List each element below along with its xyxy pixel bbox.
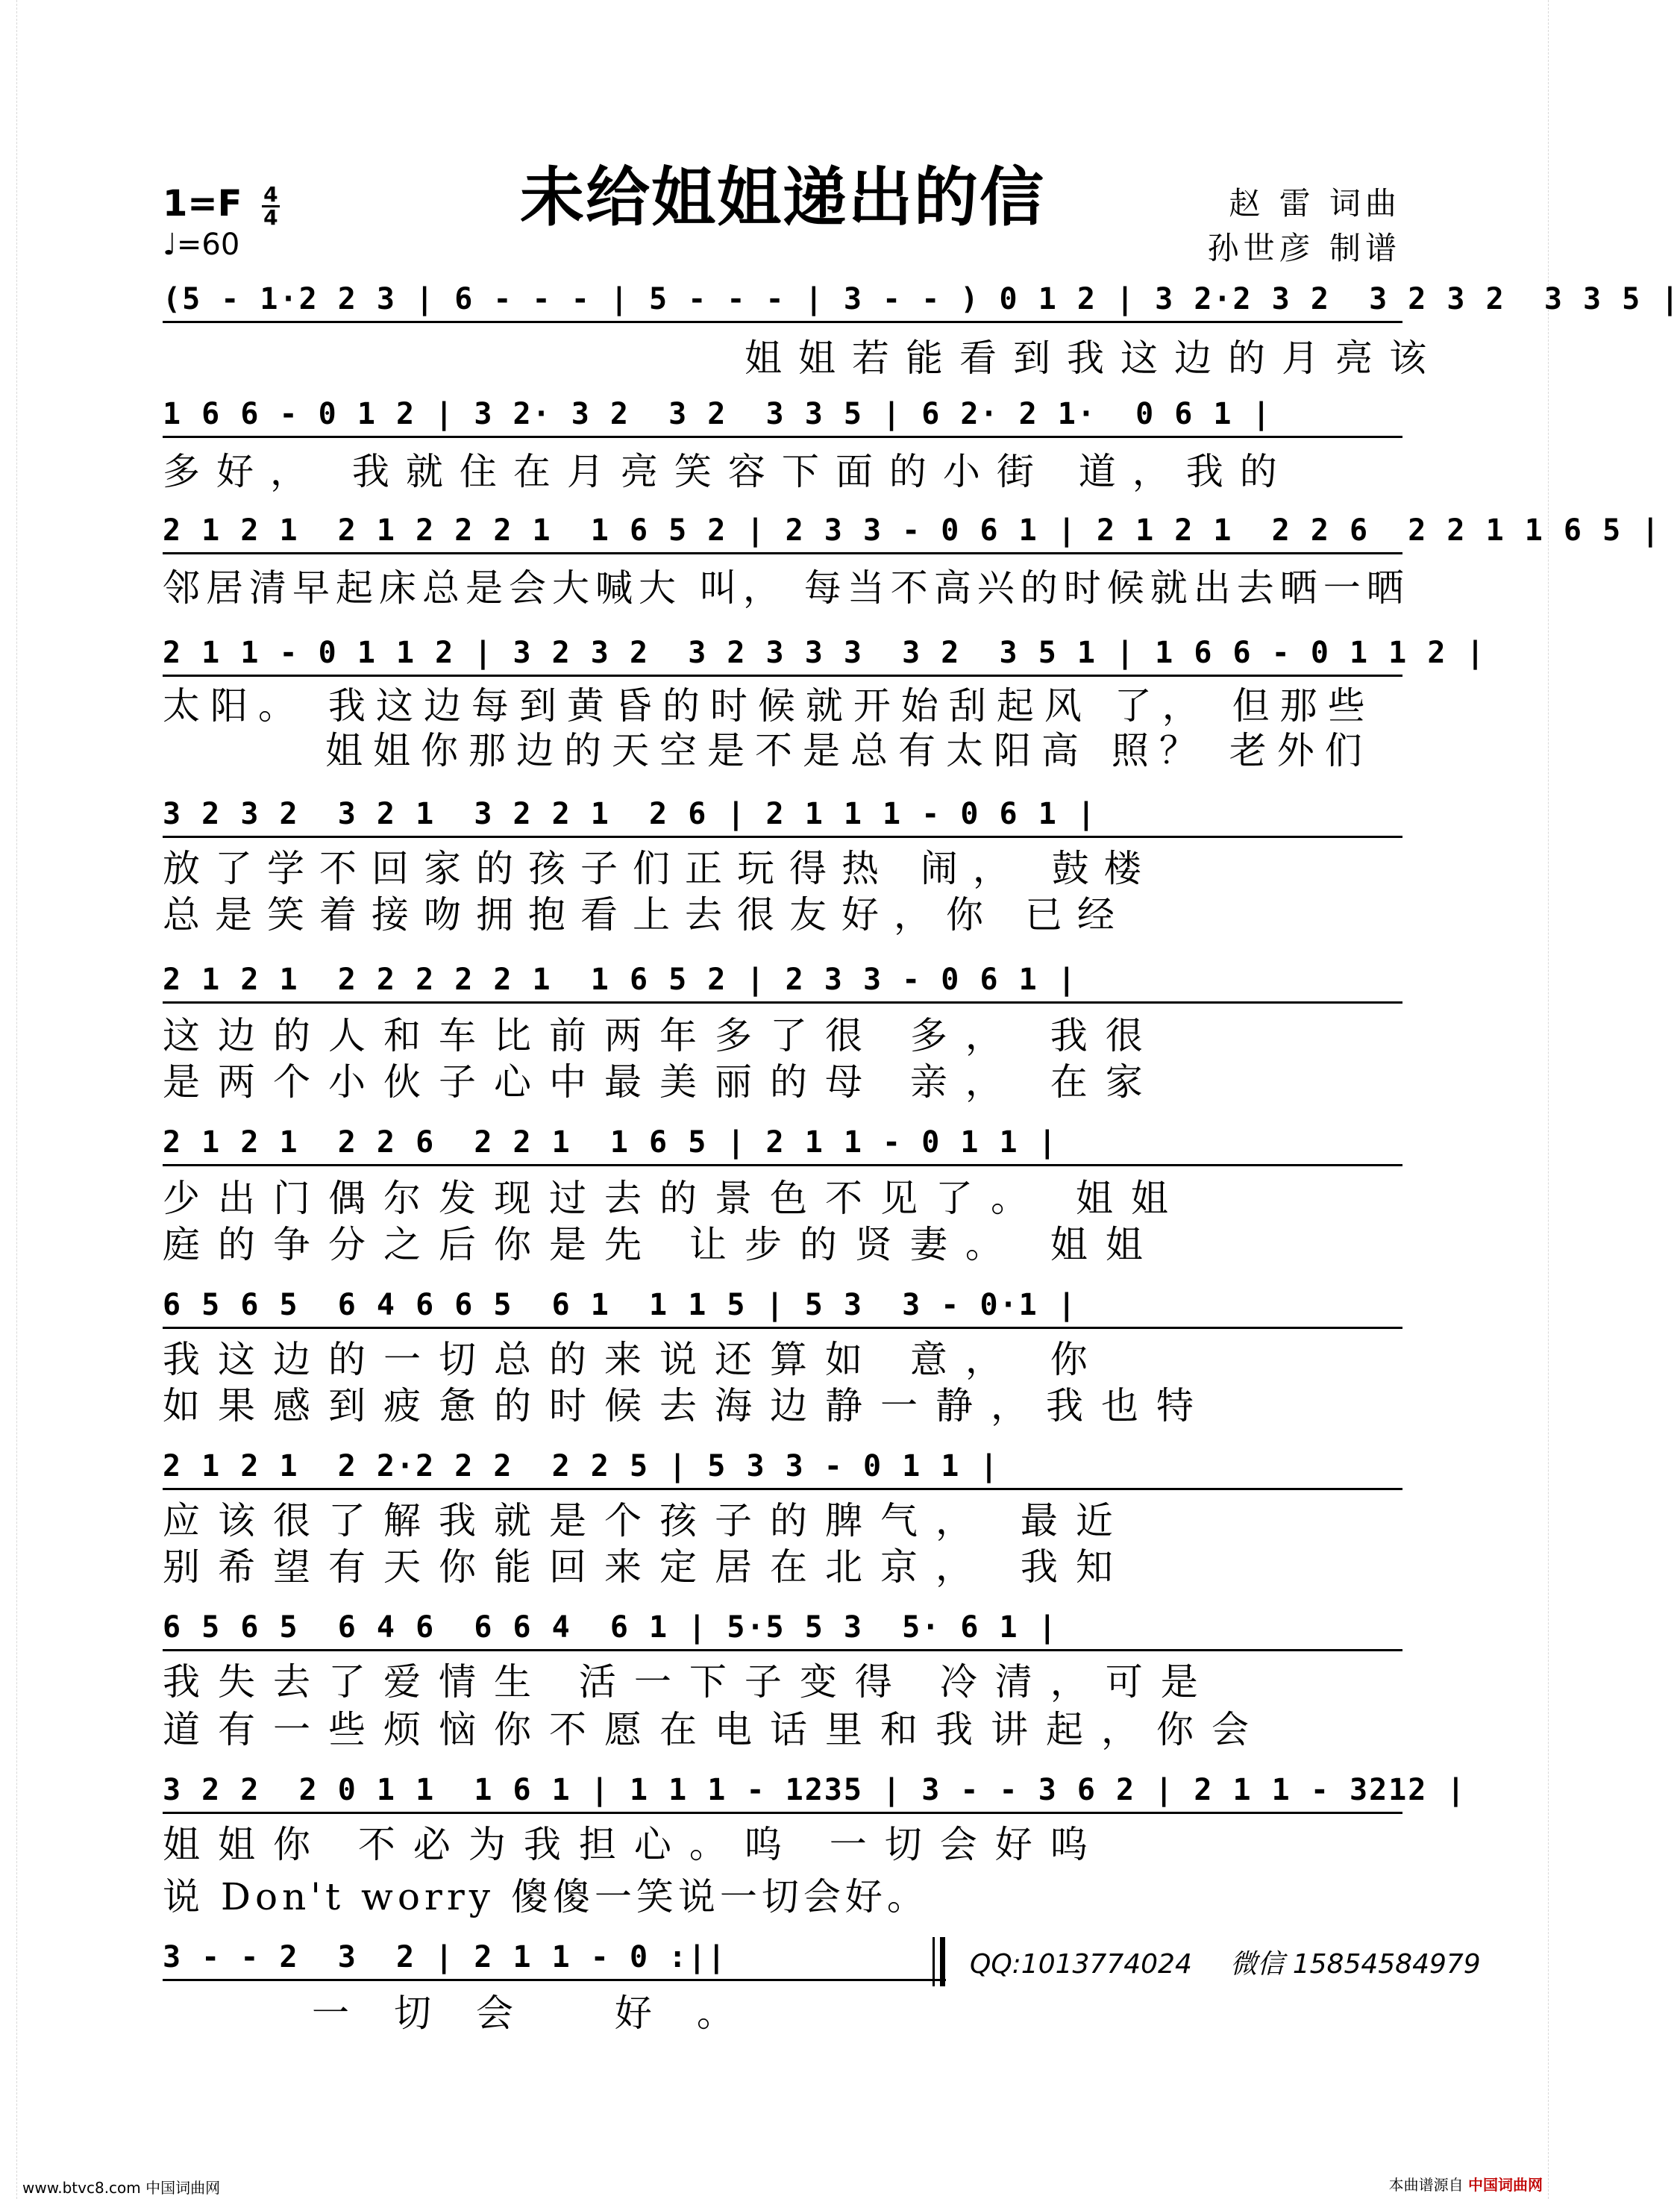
footer-right <box>1389 2173 1543 2195</box>
lyric-line: 姐姐你那边的天空是不是总有太阳高 照？ 老外们 <box>325 729 1373 772</box>
lyric-line: 别希望有天你能回来定居在北京， 我知 <box>163 1545 1131 1589</box>
notation-row: 6 5 6 5 6 4 6 6 5 6 1 1 1 5 | 5 3 3 - 0·1 | <box>163 1288 1402 1329</box>
lyric-line: 这边的人和车比前两年多了很 多， 我很 <box>163 1014 1161 1057</box>
final-barline-thick <box>940 1937 945 1986</box>
time-signature <box>262 181 279 230</box>
lyric-line: 道有一些烦恼你不愿在电话里和我讲起，你会 <box>163 1708 1267 1751</box>
lyric-line: 多好， 我就住在月亮笑容下面的小街 道，我的 <box>163 450 1294 493</box>
notation-row: 2 1 2 1 2 2·2 2 2 2 2 5 | 5 3 3 - 0 1 1 | <box>163 1449 1402 1490</box>
lyric-line: 总是笑着接吻拥抱看上去很友好，你 已经 <box>163 893 1129 936</box>
right-margin-watermark <box>1548 0 1565 2199</box>
lyric-line: 应该很了解我就是个孩子的脾气， 最近 <box>163 1499 1131 1542</box>
arranger-credit: 孙世彦 制谱 <box>1207 230 1401 266</box>
lyric-line: 太阳。 我这边每到黄昏的时候就开始刮起风 了， 但那些 <box>163 684 1376 728</box>
lyric-line: 如果感到疲惫的时候去海边静一静，我也特 <box>163 1384 1212 1427</box>
key-signature <box>163 183 280 228</box>
notation-row: 2 1 2 1 2 2 2 2 2 1 1 6 5 2 | 2 3 3 - 0 6 1 | <box>163 963 1402 1004</box>
footer-source-label: 本曲谱源自 <box>1388 2176 1464 2194</box>
notation-row: 3 2 2 2 0 1 1 1 6 1 | 1 1 1 - 1235 | 3 - - 3 6 2 | 2 1 1 - 3212 | <box>163 1773 1402 1814</box>
key-label: 1=F <box>163 183 242 225</box>
time-signature-top: 4 <box>263 181 278 207</box>
notation-row: 1 6 6 - 0 1 2 | 3 2· 3 2 3 2 3 3 5 | 6 2· 2 1· 0 6 1 | <box>163 397 1402 438</box>
lyric-line: 邻居清早起床总是会大喊大 叫， 每当不高兴的时候就出去晒一晒 <box>163 566 1410 610</box>
qq-number: QQ:1013774024 <box>970 1949 1192 1980</box>
notation-row: 2 1 2 1 2 1 2 2 2 1 1 6 5 2 | 2 3 3 - 0 6 1 | 2 1 2 1 2 2 6 2 2 1 1 6 5 | <box>163 513 1402 554</box>
song-title: 未给姐姐递出的信 <box>520 160 1045 235</box>
notation-row-final: 3 - - 2 3 2 | 2 1 1 - 0 :|| <box>163 1940 946 1981</box>
lyric-line: 少出门偶尔发现过去的景色不见了。 姐姐 <box>163 1177 1186 1220</box>
contact-info <box>970 1943 1481 1981</box>
left-margin-watermark <box>0 0 17 2199</box>
lyric-line: 放了学不回家的孩子们正玩得热 闹， 鼓楼 <box>163 847 1156 890</box>
notation-row: 6 5 6 5 6 4 6 6 6 4 6 1 | 5·5 5 3 5· 6 1 | <box>163 1610 1402 1651</box>
composer-credit: 赵 雷 词曲 <box>1229 185 1401 222</box>
notation-row: (5 - 1·2 2 3 | 6 - - - | 5 - - - | 3 - - ) 0 1 2 | 3 2·2 3 2 3 2 3 2 3 3 5 | <box>163 282 1402 323</box>
lyric-line: 姐姐若能看到我这边的月亮该 <box>745 337 1443 380</box>
lyric-line: 一切会 好。 <box>312 1992 779 2035</box>
lyric-line: 是两个小伙子心中最美丽的母 亲， 在家 <box>163 1060 1161 1104</box>
lyric-line: 我失去了爱情生 活一下子变得 冷清，可是 <box>163 1660 1216 1704</box>
tempo-marking: ♩=60 <box>163 228 240 262</box>
final-barline <box>933 1937 935 1986</box>
notation-row: 3 2 3 2 3 2 1 3 2 2 1 2 6 | 2 1 1 1 - 0 6 1 | <box>163 797 1402 838</box>
time-signature-bottom: 4 <box>263 204 278 230</box>
notation-row: 2 1 1 - 0 1 1 2 | 3 2 3 2 3 2 3 3 3 3 2 3 5 1 | 1 6 6 - 0 1 1 2 | <box>163 636 1402 677</box>
lyric-line: 说 Don't worry 傻傻一笑说一切会好。 <box>163 1875 929 1918</box>
lyric-line: 我这边的一切总的来说还算如 意， 你 <box>163 1338 1106 1381</box>
lyric-line: 庭的争分之后你是先 让步的贤妻。 姐姐 <box>163 1223 1161 1266</box>
lyric-line: 姐姐你 不必为我担心。呜 一切会好呜 <box>163 1823 1106 1866</box>
footer-left: www.btvc8.com 中国词曲网 <box>22 2179 221 2197</box>
notation-row: 2 1 2 1 2 2 6 2 2 1 1 6 5 | 2 1 1 - 0 1 1 | <box>163 1125 1402 1166</box>
wechat-number: 微信 15854584979 <box>1230 1949 1481 1980</box>
footer-brand-link[interactable]: 中国词曲网 <box>1468 2176 1543 2194</box>
